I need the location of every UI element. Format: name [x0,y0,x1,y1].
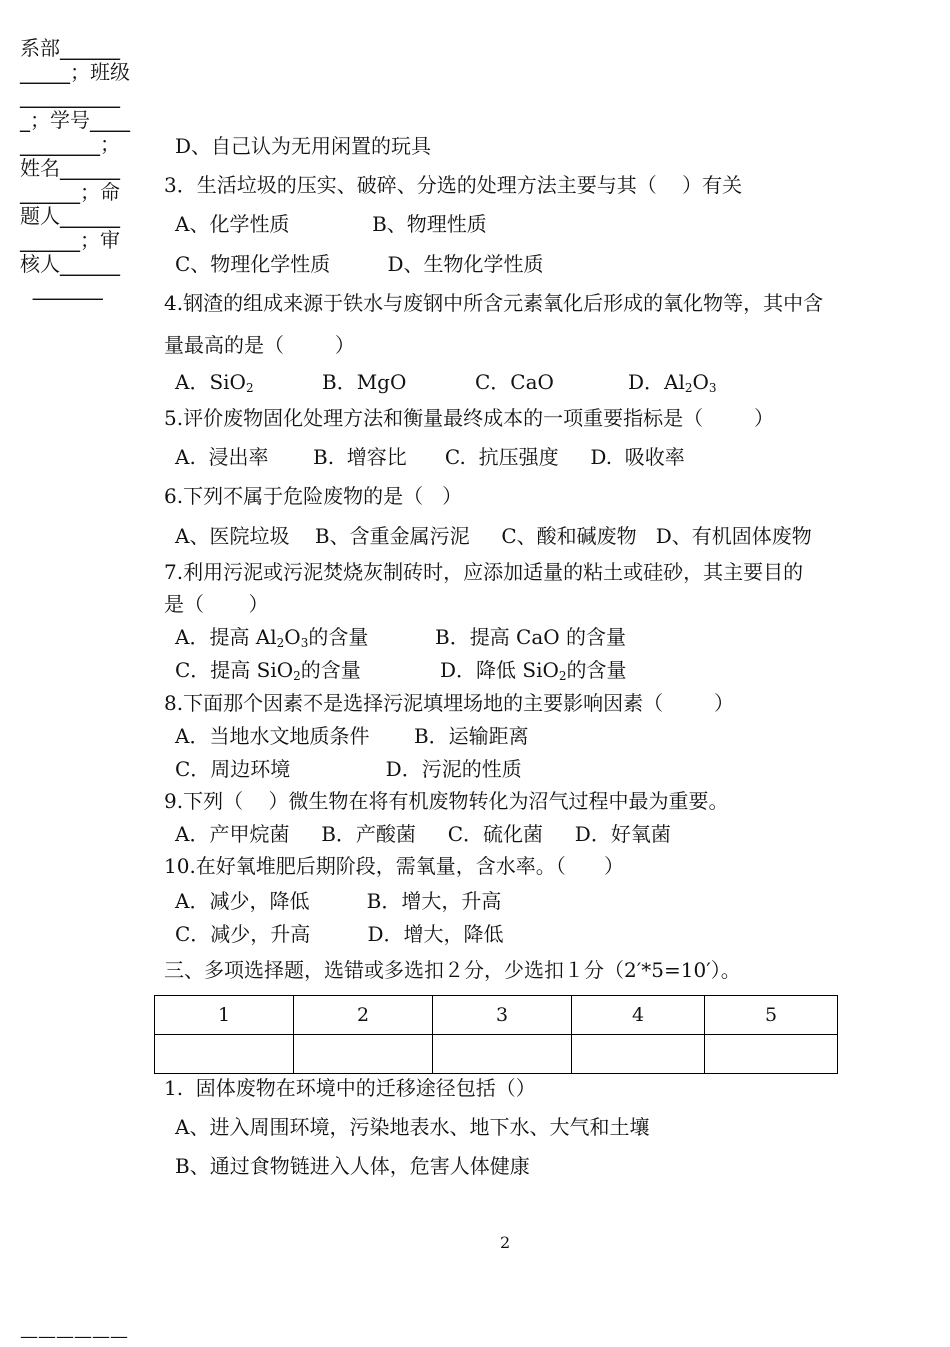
sidebar-line: 核人______ [20,252,120,276]
q4-option-c: C．CaO [475,370,554,394]
q7-option-d: D．降低 SiO$_2$的含量 [440,658,627,683]
option-line: A、进入周围环境，污染地表水、地下水、大气和土壤 [175,1115,650,1139]
q7-option-a: A．提高 $Al_2O_3$的含量 [175,625,369,650]
sidebar-line: _；学号____ [20,108,130,132]
sidebar-line: 姓名______ [20,156,120,180]
option-line: A．减少，降低 B．增大，升高 [175,889,502,913]
option-line: D、自己认为无用闲置的玩具 [175,134,432,158]
answer-header: 5 [705,996,838,1035]
sidebar-line: _______ [20,276,103,300]
question-7-cont: 是（ ） [164,592,269,616]
answer-header: 1 [155,996,294,1035]
sidebar-line: ______；命 [20,180,120,204]
sidebar-line: 题人______ [20,204,120,228]
option-line: A. 浸出率 B. 增容比 C. 抗压强度 D. 吸收率 [175,445,685,469]
option-line: C．周边环境 D．污泥的性质 [175,757,522,781]
q4-option-a: A．SiO$_2$ [175,370,254,395]
answer-cell [433,1035,572,1074]
question-3: 3．生活垃圾的压实、破碎、分选的处理方法主要与其（ ）有关 [164,173,743,197]
question-7: 7.利用污泥或污泥焚烧灰制砖时，应添加适量的粘土或硅砂，其主要目的 [164,560,804,584]
multi-question-1: 1. 固体废物在环境中的迁移途径包括（） [164,1076,536,1100]
section-heading: 三、多项选择题，选错或多选扣２分，少选扣１分（2′*5=10′）。 [164,958,741,982]
answer-header: 2 [294,996,433,1035]
q4-option-d: D．$Al_2O_3$ [628,370,717,395]
bottom-rule: —————— [20,1326,128,1347]
q7-option-b: B．提高 CaO 的含量 [435,625,627,649]
answer-header: 4 [572,996,705,1035]
answer-cell [572,1035,705,1074]
sidebar-line: ______；审 [20,228,120,252]
answer-cell [705,1035,838,1074]
question-4-cont: 量最高的是（ ） [164,333,355,357]
question-8: 8.下面那个因素不是选择污泥填埋场地的主要影响因素（ ） [164,691,734,715]
question-4: 4.钢渣的组成来源于铁水与废钢中所含元素氧化后形成的氧化物等，其中含 [164,291,824,315]
q7-option-c: C．提高 SiO$_2$的含量 [175,658,361,683]
question-9: 9.下列（ ）微生物在将有机废物转化为沼气过程中最为重要。 [164,789,729,813]
page-number: 2 [500,1233,511,1252]
option-line: A、化学性质 B、物理性质 [175,212,487,236]
sidebar-line: ________； [20,132,120,156]
option-line: A．当地水文地质条件 B．运输距离 [175,724,529,748]
question-6: 6.下列不属于危险废物的是（ ） [164,484,463,508]
sidebar-line: _____；班级 [20,60,130,84]
question-10: 10.在好氧堆肥后期阶段，需氧量，含水率。（ ） [164,854,624,878]
question-5: 5.评价废物固化处理方法和衡量最终成本的一项重要指标是（ ） [164,406,774,430]
answer-cell [155,1035,294,1074]
option-line: C．减少，升高 D．增大，降低 [175,922,504,946]
option-line: A、医院垃圾 B、含重金属污泥 C、酸和碱废物 D、有机固体废物 [175,524,812,548]
option-line: C、物理化学性质 D、生物化学性质 [175,252,544,276]
answer-cell [294,1035,433,1074]
q4-option-b: B．MgO [322,370,407,394]
option-line: B、通过食物链进入人体，危害人体健康 [175,1154,530,1178]
answer-table [154,995,838,1074]
answer-header: 3 [433,996,572,1035]
option-line: A．产甲烷菌 B．产酸菌 C．硫化菌 D．好氧菌 [175,822,671,846]
sidebar-line: __________ [20,84,120,108]
sidebar-line: 系部______ [20,36,120,60]
